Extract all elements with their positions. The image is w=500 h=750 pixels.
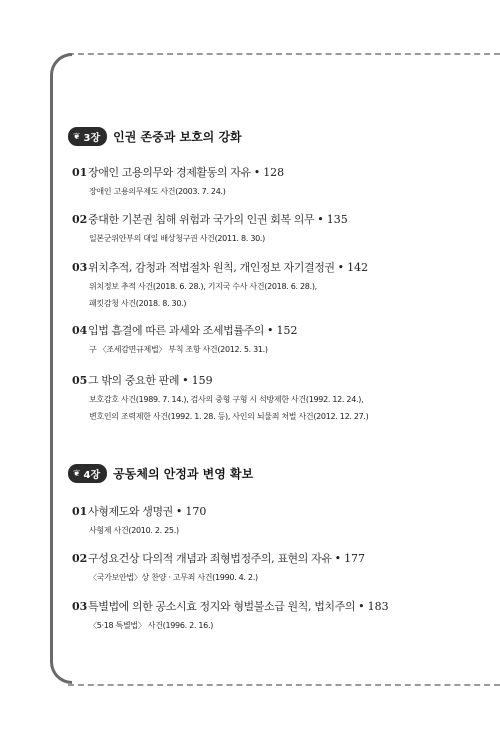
entry-title: 사형제도와 생명권 (88, 505, 173, 518)
bullet-icon: • (337, 261, 345, 274)
entry-number: 05 (72, 374, 88, 387)
frame-top-dashed-line (68, 53, 500, 55)
toc-entry[interactable] (72, 503, 440, 536)
chapter-title: 공동체의 안정과 변영 확보 (113, 467, 254, 481)
entry-case: 위치정보 추적 사건(2018. 6. 28.), 기지국 수사 사건(2018. 6. 28.), (89, 282, 317, 291)
bullet-icon: • (267, 324, 274, 337)
entry-page: 135 (326, 213, 348, 226)
chapter-badge-label: 4장 (83, 470, 101, 481)
bullet-icon: • (317, 213, 324, 226)
entry-title: 장애인 고용의무와 경제활동의 자유 (88, 166, 251, 179)
entry-page: 183 (367, 600, 389, 613)
bullet-icon: • (182, 374, 189, 387)
bullet-icon: • (175, 505, 183, 518)
toc-entry[interactable] (72, 164, 440, 197)
entry-number: 01 (72, 505, 88, 518)
toc-entry[interactable] (72, 372, 440, 422)
frame-bottom-dashed-line (68, 684, 500, 686)
chapter-3-heading (68, 127, 242, 146)
entry-case: 일본군위안부의 대일 배상청구권 사건(2011. 8. 30.) (89, 234, 265, 243)
entry-number: 02 (72, 213, 88, 226)
chapter-badge (68, 464, 107, 483)
entry-case: 〈국가보안법〉상 찬양 · 고무죄 사건(1990. 4. 2.) (89, 573, 258, 582)
bullet-icon: • (358, 600, 365, 613)
entry-case: 〈5·18 특별법〉 사건(1996. 2. 16.) (89, 621, 214, 630)
entry-title: 그 밖의 중요한 판례 (88, 374, 180, 387)
bullet-icon: • (334, 552, 342, 565)
entry-number: 03 (72, 600, 88, 613)
entry-title: 위치추적, 감청과 적법절차 원칙, 개인정보 자기결정권 (88, 261, 335, 274)
chapter-badge-label: 3장 (83, 133, 101, 144)
toc-entry[interactable] (72, 322, 440, 355)
chapter-badge (68, 127, 107, 146)
entry-title: 중대한 기본권 침해 위험과 국가의 인권 회복 의무 (88, 213, 315, 226)
entry-case: 사형제 사건(2010. 2. 25.) (89, 526, 179, 535)
entry-title: 입법 흠결에 따른 과세와 조세법률주의 (88, 324, 265, 337)
toc-entry[interactable] (72, 550, 440, 583)
entry-case: 패킷감청 사건(2018. 8. 30.) (89, 299, 187, 308)
entry-page: 159 (191, 374, 213, 387)
frame-left-bracket (50, 53, 72, 684)
entry-case: 보호감호 사건(1989. 7. 14.), 검사의 중형 구형 시 석방제한 사건(1992. 12. 24.), (89, 395, 364, 404)
entry-case: 구 〈조세감면규제법〉 부칙 조항 사건(2012. 5. 31.) (89, 345, 268, 354)
toc-entry[interactable] (72, 598, 440, 631)
toc-entry[interactable] (72, 259, 440, 309)
entry-page: 152 (276, 324, 298, 337)
leaf-icon: ❦ (73, 468, 81, 479)
entry-title: 특별법에 의한 공소시효 정지와 형벌불소급 원칙, 법치주의 (88, 600, 356, 613)
entry-page: 177 (344, 552, 366, 565)
chapter-title: 인권 존중과 보호의 강화 (113, 130, 242, 144)
toc-entry[interactable] (72, 211, 440, 244)
entry-page: 170 (185, 505, 207, 518)
entry-case: 변호인의 조력제한 사건(1992. 1. 28. 등), 사인의 뇌물죄 처벌 사건(2012. 12. 27.) (89, 412, 369, 421)
entry-title: 구성요건상 다의적 개념과 죄형법정주의, 표현의 자유 (88, 552, 332, 565)
entry-number: 04 (72, 324, 88, 337)
entry-number: 01 (72, 166, 88, 179)
entry-number: 03 (72, 261, 88, 274)
leaf-icon: ❦ (73, 131, 81, 142)
entry-page: 128 (263, 166, 285, 179)
bullet-icon: • (253, 166, 261, 179)
chapter-4-heading (68, 464, 253, 483)
entry-page: 142 (347, 261, 369, 274)
entry-number: 02 (72, 552, 88, 565)
entry-case: 장애인 고용의무제도 사건(2003. 7. 24.) (89, 187, 226, 196)
